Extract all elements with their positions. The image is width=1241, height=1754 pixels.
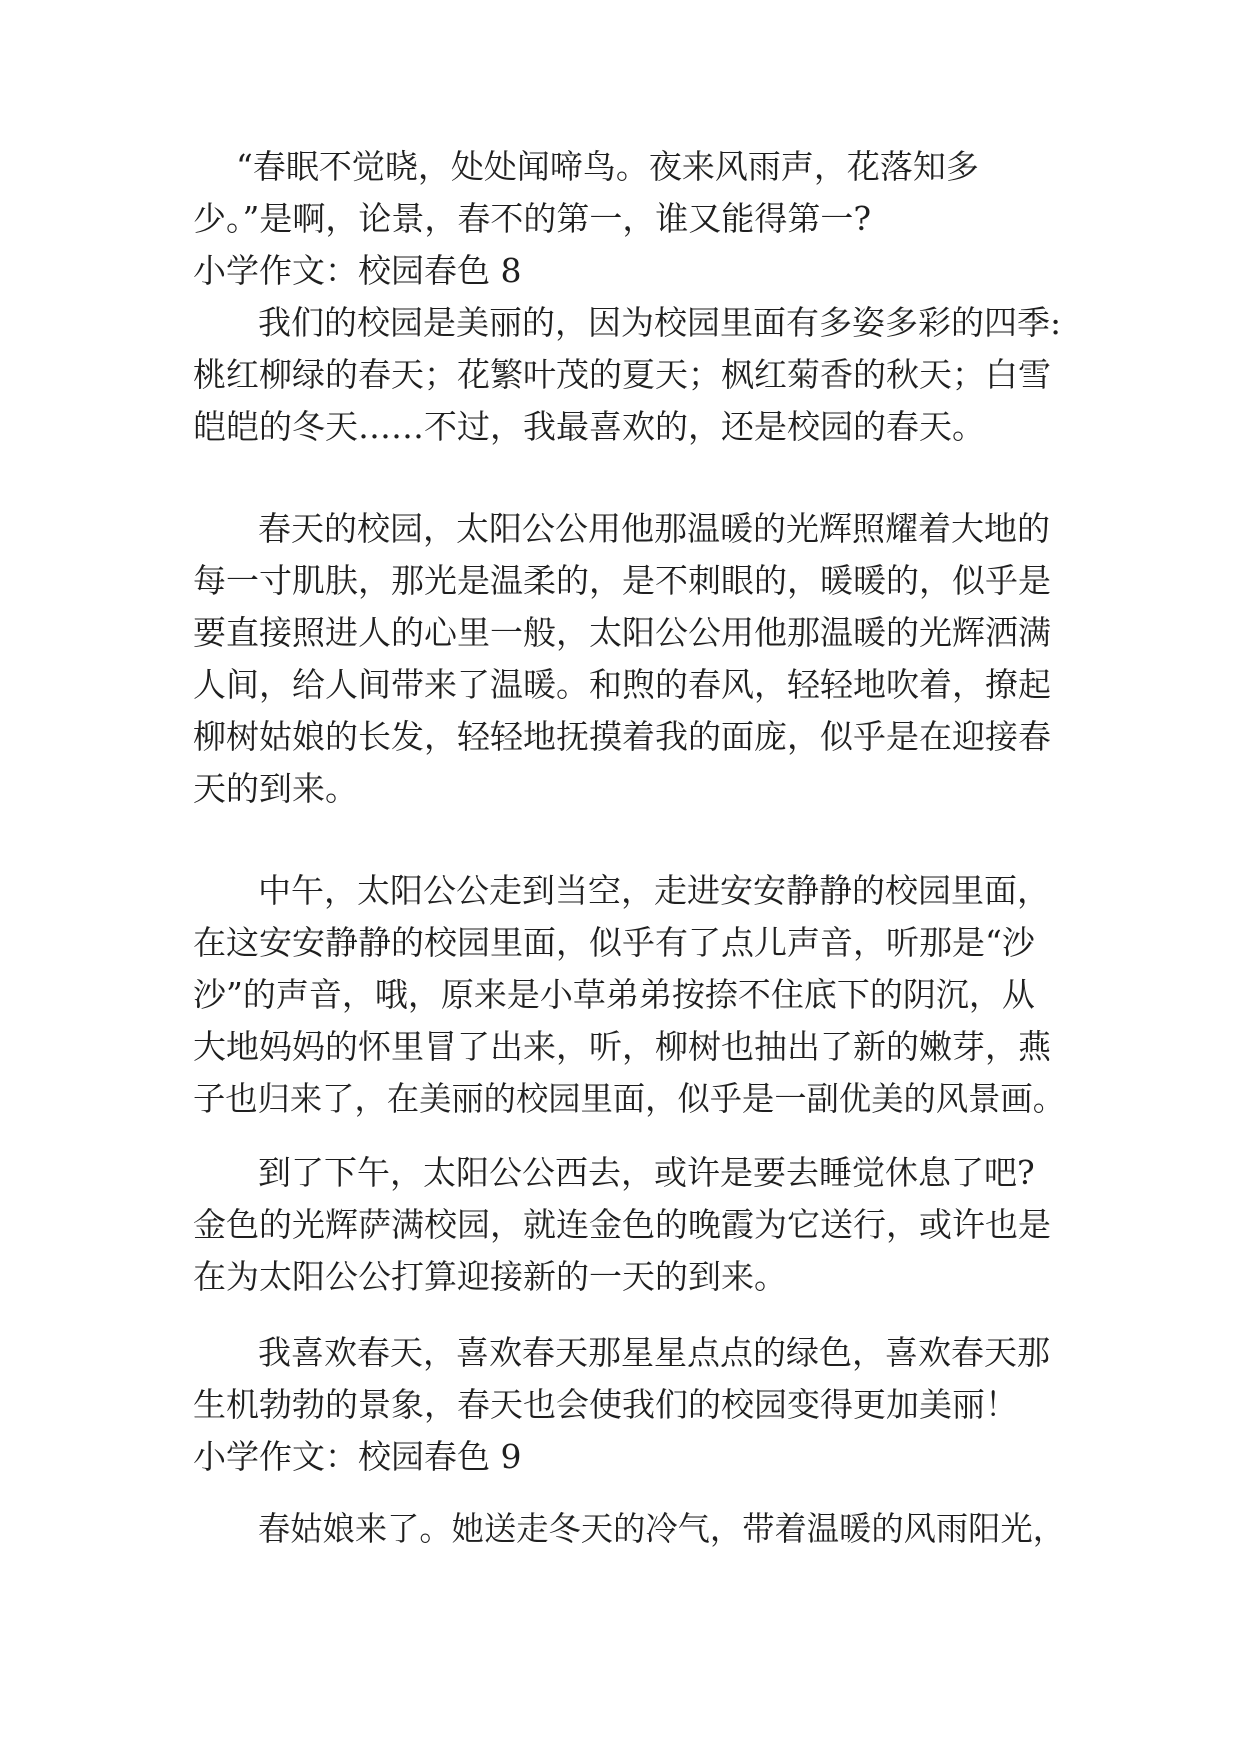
text-line [0, 500, 1241, 558]
text-line [0, 1376, 1241, 1434]
text-line [0, 604, 1241, 662]
line-text: 在为太阳公公打算迎接新的一天的到来。 [193, 1257, 787, 1296]
text-line [0, 190, 1241, 248]
text-line [0, 1248, 1241, 1306]
text-line [0, 914, 1241, 972]
line-text: 皑皑的冬天……不过，我最喜欢的，还是校园的春天。 [193, 407, 985, 446]
text-line [0, 138, 1241, 196]
text-line [0, 862, 1241, 920]
text-line [0, 398, 1241, 456]
line-text: 金色的光辉萨满校园，就连金色的晚霞为它送行，或许也是 [193, 1205, 1051, 1244]
line-text: 每一寸肌肤，那光是温柔的，是不刺眼的，暖暖的，似乎是 [193, 561, 1051, 600]
text-line [0, 1196, 1241, 1254]
section-heading [0, 242, 1241, 300]
line-text: 生机勃勃的景象，春天也会使我们的校园变得更加美丽！ [193, 1385, 1018, 1424]
text-line [0, 760, 1241, 818]
text-line [0, 966, 1241, 1024]
line-text: 要直接照进人的心里一般，太阳公公用他那温暖的光辉洒满 [193, 613, 1051, 652]
line-text: 大地妈妈的怀里冒了出来，听，柳树也抽出了新的嫩芽，燕 [193, 1027, 1051, 1066]
line-text: 我喜欢春天，喜欢春天那星星点点的绿色，喜欢春天那 [258, 1333, 1050, 1372]
section-heading [0, 1428, 1241, 1486]
line-text: 子也归来了，在美丽的校园里面，似乎是一副优美的风景画。 [193, 1079, 1065, 1118]
text-line [0, 1144, 1241, 1202]
line-text: 在这安安静静的校园里面，似乎有了点儿声音，听那是“沙 [193, 923, 1035, 962]
text-line [0, 552, 1241, 610]
line-text: 柳树姑娘的长发，轻轻地抚摸着我的面庞，似乎是在迎接春 [193, 717, 1051, 756]
line-text: 少。”是啊，论景，春不的第一，谁又能得第一? [193, 199, 872, 238]
line-text: 我们的校园是美丽的，因为校园里面有多姿多彩的四季: [258, 303, 1062, 342]
line-text: 人间，给人间带来了温暖。和煦的春风，轻轻地吹着，撩起 [193, 665, 1051, 704]
text-line [0, 1500, 1241, 1558]
line-text: 春姑娘来了。她送走冬天的冷气，带着温暖的风雨阳光， [258, 1509, 1065, 1548]
text-line [0, 1324, 1241, 1382]
line-text: 中午，太阳公公走到当空，走进安安静静的校园里面， [258, 871, 1050, 910]
line-text: 桃红柳绿的春天；花繁叶茂的夏天；枫红菊香的秋天；白雪 [193, 355, 1051, 394]
text-line [0, 1070, 1241, 1128]
text-line [0, 708, 1241, 766]
line-text: 到了下午，太阳公公西去，或许是要去睡觉休息了吧? [258, 1153, 1035, 1192]
text-line [0, 1018, 1241, 1076]
line-text: “春眠不觉晓，处处闻啼鸟。夜来风雨声，花落知多 [236, 147, 979, 186]
text-line [0, 656, 1241, 714]
text-line [0, 294, 1241, 352]
line-text: 沙”的声音，哦，原来是小草弟弟按捺不住底下的阴沉，从 [193, 975, 1035, 1014]
line-text: 天的到来。 [193, 769, 358, 808]
heading-text: 小学作文：校园春色 8 [193, 251, 522, 290]
line-text: 春天的校园，太阳公公用他那温暖的光辉照耀着大地的 [258, 509, 1050, 548]
heading-text: 小学作文：校园春色 9 [193, 1437, 522, 1476]
text-line [0, 346, 1241, 404]
